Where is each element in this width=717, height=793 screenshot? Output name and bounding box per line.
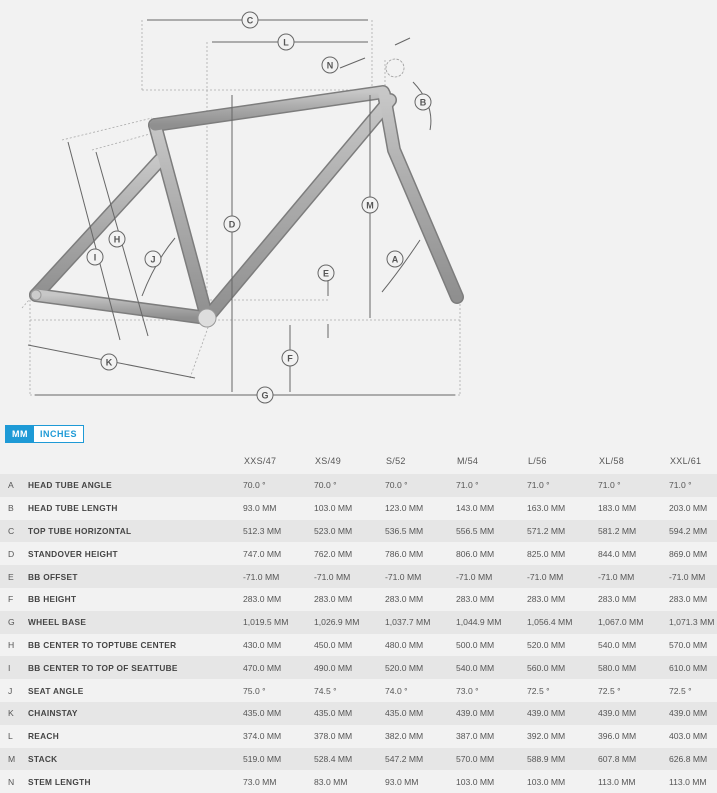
row-value: 70.0 ° (243, 474, 314, 497)
svg-text:A: A (391, 254, 399, 265)
unit-inches-button[interactable]: INCHES (34, 426, 83, 442)
size-header: XL/58 (599, 456, 625, 466)
svg-text:G: G (261, 390, 269, 401)
row-value: 528.4 MM (314, 748, 385, 771)
row-value: 571.2 MM (527, 520, 598, 543)
row-value: 283.0 MM (527, 588, 598, 611)
size-header: XS/49 (315, 456, 342, 466)
dimension-badge-l (278, 34, 294, 50)
row-label: CHAINSTAY (28, 702, 243, 725)
row-value: 470.0 MM (243, 656, 314, 679)
table-row (0, 725, 717, 748)
row-value: 570.0 MM (456, 748, 527, 771)
row-code: B (0, 497, 28, 520)
row-value: 73.0 MM (243, 770, 314, 793)
row-value: 547.2 MM (385, 748, 456, 771)
bike-frame (31, 59, 457, 327)
row-value: 806.0 MM (456, 542, 527, 565)
row-value: 540.0 MM (456, 656, 527, 679)
table-row (0, 520, 717, 543)
svg-text:I: I (93, 252, 97, 263)
row-value: 71.0 ° (456, 474, 527, 497)
row-value: 283.0 MM (243, 588, 314, 611)
row-value: 762.0 MM (314, 542, 385, 565)
row-value: 392.0 MM (527, 725, 598, 748)
row-value: 74.5 ° (314, 679, 385, 702)
row-value: 435.0 MM (243, 702, 314, 725)
row-label: SEAT ANGLE (28, 679, 243, 702)
row-value: 74.0 ° (385, 679, 456, 702)
row-value: 93.0 MM (385, 770, 456, 793)
row-value: 1,067.0 MM (598, 611, 669, 634)
row-value: 1,071.3 MM (669, 611, 717, 634)
row-value: -71.0 MM (669, 565, 717, 588)
row-code: L (0, 725, 28, 748)
row-value: 103.0 MM (314, 497, 385, 520)
unit-mm-button[interactable]: MM (6, 426, 34, 442)
row-label: TOP TUBE HORIZONTAL (28, 520, 243, 543)
row-label: REACH (28, 725, 243, 748)
row-value: 113.0 MM (669, 770, 717, 793)
row-value: 588.9 MM (527, 748, 598, 771)
size-header: M/54 (457, 456, 479, 466)
row-value: 103.0 MM (527, 770, 598, 793)
row-value: 72.5 ° (669, 679, 717, 702)
row-label: STACK (28, 748, 243, 771)
row-label: HEAD TUBE LENGTH (28, 497, 243, 520)
row-value: 183.0 MM (598, 497, 669, 520)
svg-text:F: F (287, 353, 293, 364)
row-code: M (0, 748, 28, 771)
table-row (0, 611, 717, 634)
row-label: BB OFFSET (28, 565, 243, 588)
row-value: 786.0 MM (385, 542, 456, 565)
row-value: 123.0 MM (385, 497, 456, 520)
svg-text:E: E (322, 268, 330, 279)
dimension-badge-g (257, 387, 273, 403)
row-value: -71.0 MM (243, 565, 314, 588)
row-value: 480.0 MM (385, 634, 456, 657)
dimension-badge-n (322, 57, 338, 73)
row-value: 374.0 MM (243, 725, 314, 748)
svg-text:D: D (228, 219, 236, 230)
row-value: 203.0 MM (669, 497, 717, 520)
row-value: 869.0 MM (669, 542, 717, 565)
row-value: 396.0 MM (598, 725, 669, 748)
row-code: H (0, 634, 28, 657)
row-code: D (0, 542, 28, 565)
row-value: -71.0 MM (598, 565, 669, 588)
svg-text:B: B (419, 97, 427, 108)
row-value: 382.0 MM (385, 725, 456, 748)
table-row (0, 474, 717, 497)
row-value: 403.0 MM (669, 725, 717, 748)
row-label: HEAD TUBE ANGLE (28, 474, 243, 497)
row-value: 607.8 MM (598, 748, 669, 771)
table-row (0, 702, 717, 725)
row-value: 283.0 MM (385, 588, 456, 611)
row-value: -71.0 MM (456, 565, 527, 588)
svg-text:M: M (366, 200, 374, 211)
row-value: 581.2 MM (598, 520, 669, 543)
dimension-badge-e (318, 265, 334, 281)
row-value: -71.0 MM (527, 565, 598, 588)
row-value: 519.0 MM (243, 748, 314, 771)
table-row (0, 565, 717, 588)
geometry-table (0, 448, 717, 793)
size-header: XXS/47 (244, 456, 277, 466)
dimension-badge-k (101, 354, 117, 370)
row-label: BB CENTER TO TOPTUBE CENTER (28, 634, 243, 657)
row-value: 500.0 MM (456, 634, 527, 657)
row-label: STANDOVER HEIGHT (28, 542, 243, 565)
row-value: 520.0 MM (385, 656, 456, 679)
row-value: -71.0 MM (314, 565, 385, 588)
row-label: WHEEL BASE (28, 611, 243, 634)
table-row (0, 770, 717, 793)
row-value: 536.5 MM (385, 520, 456, 543)
size-header: S/52 (386, 456, 406, 466)
row-value: 283.0 MM (598, 588, 669, 611)
dimension-badge-f (282, 350, 298, 366)
row-value: 580.0 MM (598, 656, 669, 679)
row-value: 439.0 MM (527, 702, 598, 725)
row-value: 1,026.9 MM (314, 611, 385, 634)
row-code: N (0, 770, 28, 793)
row-value: 103.0 MM (456, 770, 527, 793)
row-value: 93.0 MM (243, 497, 314, 520)
svg-text:K: K (105, 357, 113, 368)
svg-text:C: C (246, 15, 254, 26)
row-value: 143.0 MM (456, 497, 527, 520)
svg-text:H: H (113, 234, 121, 245)
table-row (0, 679, 717, 702)
row-label: STEM LENGTH (28, 770, 243, 793)
row-value: 439.0 MM (598, 702, 669, 725)
row-value: 283.0 MM (669, 588, 717, 611)
row-value: 435.0 MM (385, 702, 456, 725)
row-value: -71.0 MM (385, 565, 456, 588)
row-value: 512.3 MM (243, 520, 314, 543)
row-value: 610.0 MM (669, 656, 717, 679)
dimension-badge-a (387, 251, 403, 267)
dimension-badge-c (242, 12, 258, 28)
row-value: 113.0 MM (598, 770, 669, 793)
row-code: A (0, 474, 28, 497)
table-row (0, 497, 717, 520)
row-code: C (0, 520, 28, 543)
dimension-badge-j (145, 251, 161, 267)
row-value: 71.0 ° (527, 474, 598, 497)
row-value: 73.0 ° (456, 679, 527, 702)
svg-text:N: N (326, 60, 334, 71)
table-row (0, 634, 717, 657)
dimension-badge-b (415, 94, 431, 110)
row-code: F (0, 588, 28, 611)
dimension-badge-d (224, 216, 240, 232)
row-value: 70.0 ° (385, 474, 456, 497)
row-value: 1,037.7 MM (385, 611, 456, 634)
row-value: 439.0 MM (456, 702, 527, 725)
row-value: 72.5 ° (527, 679, 598, 702)
row-code: K (0, 702, 28, 725)
dimension-badge-m (362, 197, 378, 213)
row-value: 435.0 MM (314, 702, 385, 725)
row-value: 70.0 ° (314, 474, 385, 497)
dimension-badge-i (87, 249, 103, 265)
table-header-row (0, 448, 717, 474)
row-code: E (0, 565, 28, 588)
row-value: 430.0 MM (243, 634, 314, 657)
row-label: BB CENTER TO TOP OF SEATTUBE (28, 656, 243, 679)
row-code: J (0, 679, 28, 702)
row-value: 1,019.5 MM (243, 611, 314, 634)
size-header: L/56 (528, 456, 547, 466)
dimension-badge-h (109, 231, 125, 247)
row-value: 71.0 ° (598, 474, 669, 497)
row-value: 1,044.9 MM (456, 611, 527, 634)
row-value: 570.0 MM (669, 634, 717, 657)
row-value: 490.0 MM (314, 656, 385, 679)
row-value: 72.5 ° (598, 679, 669, 702)
row-value: 560.0 MM (527, 656, 598, 679)
svg-text:L: L (283, 37, 289, 48)
row-value: 283.0 MM (314, 588, 385, 611)
row-code: G (0, 611, 28, 634)
dimension-badges (87, 12, 431, 403)
table-row (0, 656, 717, 679)
row-value: 439.0 MM (669, 702, 717, 725)
row-value: 556.5 MM (456, 520, 527, 543)
row-value: 540.0 MM (598, 634, 669, 657)
row-value: 163.0 MM (527, 497, 598, 520)
row-value: 594.2 MM (669, 520, 717, 543)
row-value: 844.0 MM (598, 542, 669, 565)
row-value: 83.0 MM (314, 770, 385, 793)
dashed-guides (22, 20, 460, 395)
row-value: 825.0 MM (527, 542, 598, 565)
row-value: 378.0 MM (314, 725, 385, 748)
table-row (0, 748, 717, 771)
row-value: 450.0 MM (314, 634, 385, 657)
row-value: 75.0 ° (243, 679, 314, 702)
row-value: 387.0 MM (456, 725, 527, 748)
table-row (0, 588, 717, 611)
row-value: 1,056.4 MM (527, 611, 598, 634)
unit-toggle (5, 425, 84, 443)
size-header: XXL/61 (670, 456, 702, 466)
table-row (0, 542, 717, 565)
row-label: BB HEIGHT (28, 588, 243, 611)
row-code: I (0, 656, 28, 679)
row-value: 71.0 ° (669, 474, 717, 497)
row-value: 520.0 MM (527, 634, 598, 657)
row-value: 283.0 MM (456, 588, 527, 611)
svg-text:J: J (150, 254, 156, 265)
row-value: 747.0 MM (243, 542, 314, 565)
row-value: 626.8 MM (669, 748, 717, 771)
row-value: 523.0 MM (314, 520, 385, 543)
